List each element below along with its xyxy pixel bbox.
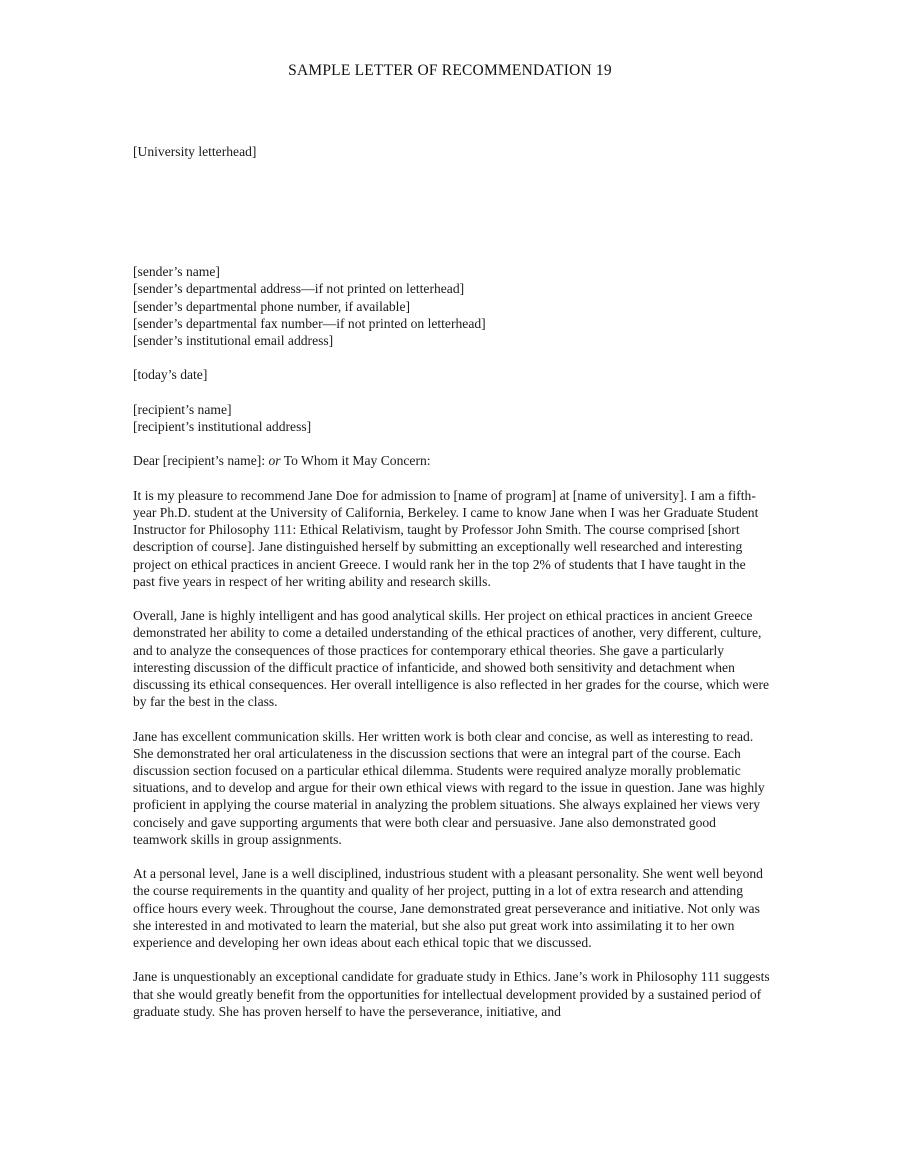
- sender-address-line: [sender’s departmental address—if not printed on letterhead]: [133, 281, 465, 297]
- body-paragraph: Jane has excellent communication skills. Her written work is both clear and concise, as well as interesting to read. She demonstrated her oral articulateness in the discussion sections that were an integral part of the course. Each discussion section focused on a particular ethical dilemma. Students were required analyze morally problematic situations, and to develop and argue for their own ethical views with regard to the issue in question. Jane was highly proficient in applying the course material in analyzing the problem situations. She always explained her views very concisely and gave supporting arguments that were both clear and persuasive. Jane also demonstrated good teamwork skills in group assignments.: [133, 728, 765, 847]
- spacer-before-para-3: [133, 710, 770, 727]
- spacer-before-salutation: [133, 435, 770, 452]
- body-paragraph: At a personal level, Jane is a well disciplined, industrious student with a pleasant personality. She went well beyond the course requirements in the quantity and quality of her project, putting in a lot of extra research and attending office hours every week. Throughout the course, Jane demonstrated great perseverance and initiative. Not only was she interested in and motivated to learn the material, but she also put great work into assimilating it to her own experience and developing her own ideas about each ethical topic that we discussed.: [133, 866, 763, 951]
- letterhead-placeholder: [University letterhead]: [133, 144, 257, 159]
- sender-phone-line: [sender’s departmental phone number, if available]: [133, 298, 411, 314]
- spacer-before-para-1: [133, 470, 770, 487]
- recipient-name-line: [recipient’s name]: [133, 401, 232, 417]
- date-line: [today’s date]: [133, 367, 208, 383]
- sender-name-line: [sender’s name]: [133, 264, 220, 280]
- sender-fax-line: [sender’s departmental fax number—if not printed on letterhead]: [133, 315, 486, 331]
- page-title: SAMPLE LETTER OF RECOMMENDATION 19: [288, 62, 612, 79]
- spacer-before-recipient: [133, 384, 770, 401]
- body-paragraph: Overall, Jane is highly intelligent and has good analytical skills. Her project on ethical practices in ancient Greece demonstrated her ability to come a detailed understanding of the ethical practices of another, very different, culture, and to analyze the consequences of those practices for contemporary ethical theories. She gave a particularly interesting discussion of the difficult practice of infanticide, and showed both sensitivity and detachment when discussing its ethical consequences. Her overall intelligence is also reflected in her grades for the course, which were by far the best in the class.: [133, 608, 770, 710]
- salutation-line: [133, 452, 770, 469]
- salutation-text-before: Dear [recipient’s name]:: [133, 453, 269, 469]
- spacer-before-date: [133, 349, 770, 366]
- salutation-emphasis: or: [268, 453, 281, 469]
- salutation-text-after: To Whom it May Concern:: [280, 453, 431, 469]
- sender-email-line: [sender’s institutional email address]: [133, 333, 334, 349]
- spacer-before-para-2: [133, 590, 770, 607]
- body-paragraph: It is my pleasure to recommend Jane Doe for admission to [name of program] at [name of university]. I am a fifth-year Ph.D. student at the University of California, Berkeley. I came to know Jane when I was her Graduate Student Instructor for Philosophy 111: Ethical Relativism, taught by Professor John Smith. The course comprised [short description of course]. Jane distinguished herself by submitting an exceptionally well researched and interesting project on ethical practices in ancient Greece. I would rank her in the top 2% of students that I have taught in the past five years in respect of her writing ability and research skills.: [133, 487, 759, 589]
- spacer-before-para-4: [133, 848, 770, 865]
- spacer-before-para-5: [133, 951, 770, 968]
- spacer-after-letterhead: [133, 160, 770, 263]
- letter-body: [133, 143, 770, 1020]
- body-paragraph: Jane is unquestionably an exceptional candidate for graduate study in Ethics. Jane’s work in Philosophy 111 suggests that she would greatly benefit from the opportunities for intellectual development provided by a sustained period of graduate study. She has proven herself to have the perseverance, initiative, and: [133, 969, 770, 1019]
- recipient-address-line: [recipient’s institutional address]: [133, 419, 312, 434]
